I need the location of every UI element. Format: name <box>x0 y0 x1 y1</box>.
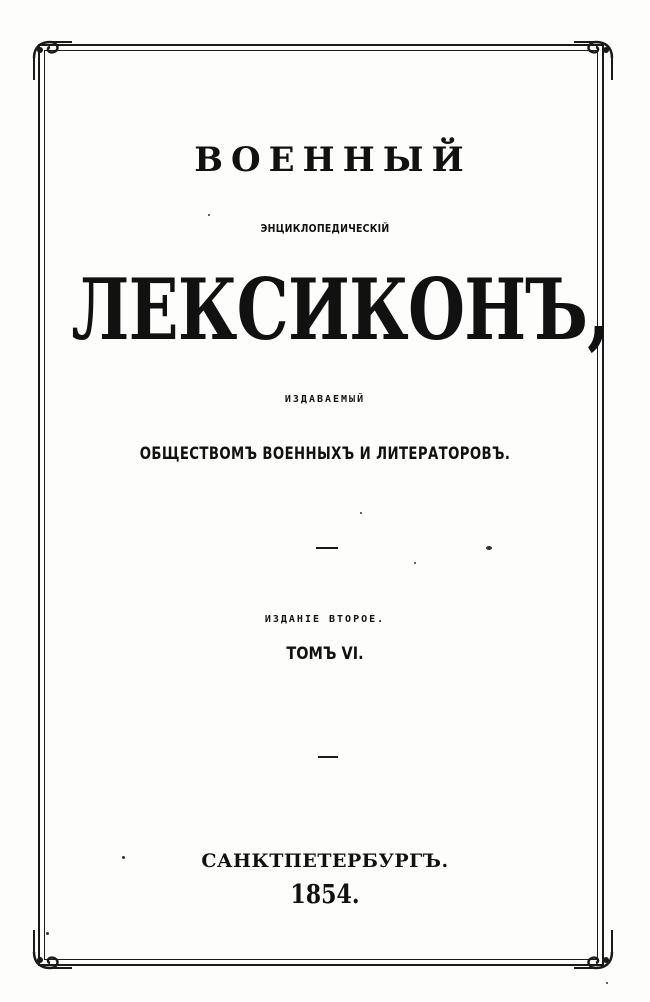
volume-label: ТОМЪ VI. <box>286 644 364 664</box>
scroll-ornament-icon <box>28 36 72 80</box>
page-border-inner <box>44 50 610 960</box>
publisher-name: ОБЩЕСТВОМЪ ВОЕННЫХЪ И ЛИТЕРАТОРОВЪ. <box>139 444 511 464</box>
separator-rule <box>316 547 338 549</box>
paper-speck <box>414 562 416 564</box>
paper-speck <box>360 512 362 514</box>
paper-speck <box>122 856 125 859</box>
subtitle-encyclopedic: ЭНЦИКЛОПЕДИЧЕСКІЙ <box>260 222 390 235</box>
title-military: ВОЕННЫЙ <box>194 140 472 180</box>
paper-speck <box>46 932 49 935</box>
paper-speck <box>486 546 492 550</box>
separator-rule <box>318 756 338 758</box>
publisher-intro: ИЗДАВАЕМЫЙ <box>284 394 366 405</box>
scroll-ornament-icon <box>574 36 618 80</box>
imprint-city: САНКТПЕТЕРБУРГЪ. <box>201 850 449 872</box>
title-lexicon: ЛЕКСИКОНЪ, <box>71 260 610 359</box>
imprint-year: 1854. <box>290 880 360 910</box>
paper-speck <box>606 982 608 984</box>
scroll-ornament-icon <box>28 930 72 974</box>
paper-speck <box>208 214 210 216</box>
scroll-ornament-icon <box>574 930 618 974</box>
edition-label: ИЗДАНІЕ ВТОРОЕ. <box>264 614 386 625</box>
